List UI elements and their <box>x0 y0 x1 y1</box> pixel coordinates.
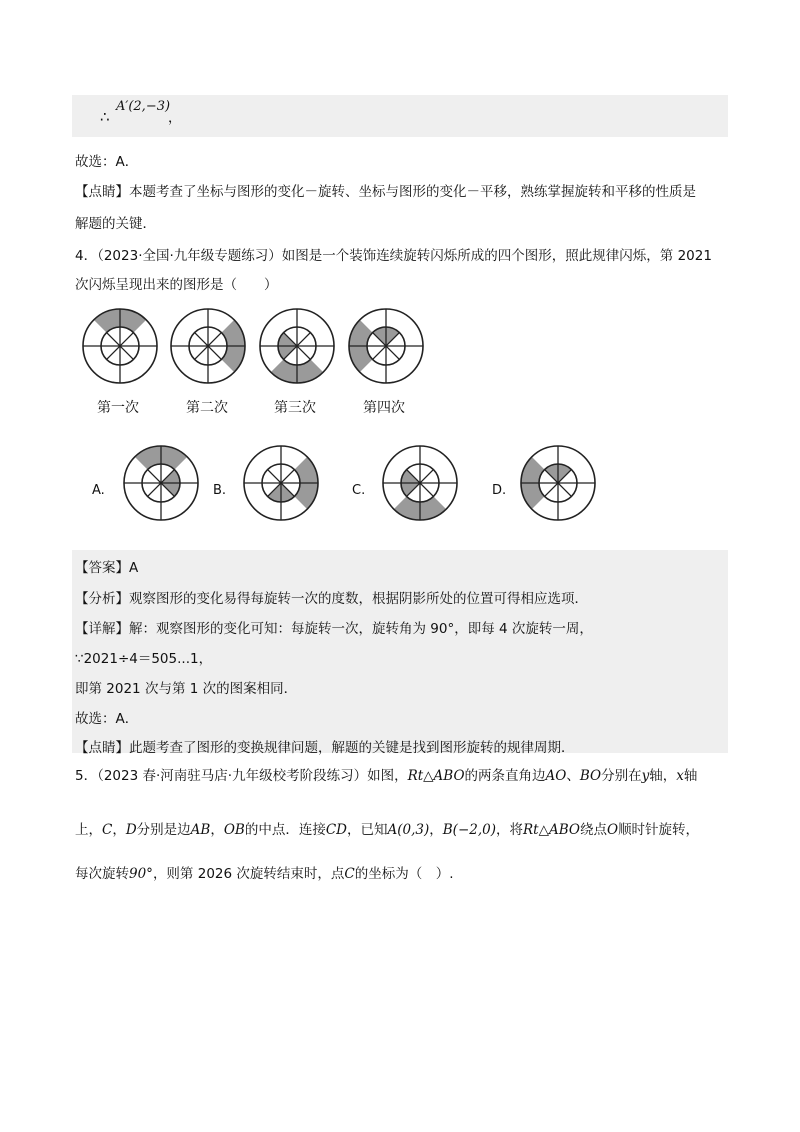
comment-line-2: 解题的关键． <box>75 216 156 232</box>
option-a-figure <box>124 440 198 520</box>
axis-y: y <box>641 768 650 784</box>
q5-text: 5．（2023 春·河南驻马店·九年级校考阶段练习）如图， <box>75 768 408 784</box>
point-d: D <box>125 822 137 838</box>
axis-x: x <box>676 768 684 784</box>
segment-cd: CD <box>325 822 347 838</box>
comment-text: 本题考查了坐标与图形的变化－旋转、坐标与图形的变化－平移，熟练掌握旋转和平移的性质是 <box>129 184 696 200</box>
caption-fourth: 第四次 <box>363 400 405 416</box>
q5-text: 的中点．连接 <box>244 822 326 838</box>
answer-tag: 【答案】 <box>75 560 129 576</box>
answer-line <box>75 556 138 576</box>
comment-tag: 【点睛】 <box>75 184 129 200</box>
answer-comment-tag: 【点睛】 <box>75 740 129 756</box>
q5-text: 、 <box>566 768 580 784</box>
q5-text: ， <box>112 822 126 838</box>
segment-bo: BO <box>579 768 602 784</box>
q5-text: 每次旋转 <box>75 866 129 882</box>
q5-text: 轴 <box>683 768 698 784</box>
q5-text: 的坐标为（ ）. <box>354 866 454 882</box>
segment-ao: AO <box>545 768 567 784</box>
q5-text: 分别是边 <box>136 822 191 838</box>
option-c-label: C. <box>352 483 366 498</box>
option-a-label: A. <box>92 483 105 498</box>
q5-text: 轴， <box>649 768 677 784</box>
rt-triangle-abo-2: Rt△ABO <box>523 822 580 838</box>
comment-line-1 <box>75 180 696 200</box>
detail-tag: 【详解】 <box>75 621 129 637</box>
option-c-figure <box>383 446 457 526</box>
q5-text: 顺时针旋转， <box>618 822 700 838</box>
detail-line <box>75 617 593 637</box>
q4-line-2: 次闪烁呈现出来的图形是（ ） <box>75 277 278 293</box>
point-a-coords: A(0,3) <box>387 822 430 838</box>
point-o: O <box>606 822 619 838</box>
caption-third: 第三次 <box>274 400 316 416</box>
analysis-tag: 【分析】 <box>75 591 129 607</box>
q5-text: ， <box>210 822 224 838</box>
q5-text: ，则第 2026 次旋转结束时，点 <box>152 866 345 882</box>
answer-comment-text: 此题考查了图形的变换规律问题，解题的关键是找到图形旋转的规律周期． <box>129 740 575 756</box>
caption-first: 第一次 <box>97 400 139 416</box>
q5-line-3 <box>75 862 454 882</box>
option-b-figure <box>244 446 333 520</box>
option-figures-row <box>110 440 610 526</box>
option-d-label: D. <box>492 483 507 498</box>
option-b-label: B. <box>213 483 227 498</box>
therefore-symbol: ∴ <box>100 108 110 126</box>
analysis-line <box>75 587 588 607</box>
formula-comma: ， <box>168 110 182 126</box>
option-d-figure <box>506 446 595 520</box>
q4-line-1: 4．（2023·全国·九年级专题练习）如图是一个装饰连续旋转闪烁所成的四个图形，照此规律闪烁，第 2021 <box>75 248 712 264</box>
answer-comment-line <box>75 736 575 756</box>
q5-text: ，将 <box>496 822 524 838</box>
figure-second <box>171 309 260 383</box>
answer-value: A <box>129 560 139 576</box>
q5-text: 分别在 <box>601 768 642 784</box>
calc-line: ∵2021÷4＝505...1， <box>75 651 213 667</box>
q5-text: 上， <box>75 822 102 838</box>
caption-second: 第二次 <box>186 400 228 416</box>
point-c-2: C <box>344 866 355 882</box>
q5-text: 的两条直角边 <box>464 768 546 784</box>
answer-choice-line: 故选：A． <box>75 711 139 727</box>
same-pattern-line: 即第 2021 次与第 1 次的图案相同． <box>75 681 298 697</box>
figure-third <box>260 309 334 390</box>
point-a-prime-formula: A′(2,−3) <box>116 99 171 114</box>
q5-line-1 <box>75 764 697 784</box>
rotation-figures-row <box>76 306 436 390</box>
segment-ob: OB <box>223 822 245 838</box>
rotation-angle: 90° <box>129 866 153 882</box>
point-b-coords: B(−2,0) <box>442 822 497 838</box>
segment-ab: AB <box>190 822 211 838</box>
q5-text: ， <box>429 822 443 838</box>
q5-line-2 <box>75 818 699 838</box>
point-c: C <box>102 822 113 838</box>
choice-line: 故选：A． <box>75 154 139 170</box>
figure-first <box>83 306 157 383</box>
q5-text: ，已知 <box>347 822 388 838</box>
analysis-text: 观察图形的变化易得每旋转一次的度数，根据阴影所处的位置可得相应选项． <box>129 591 588 607</box>
detail-text: 解：观察图形的变化可知：每旋转一次，旋转角为 90°，即每 4 次旋转一周， <box>129 621 593 637</box>
q5-text: 绕点 <box>579 822 607 838</box>
figure-fourth <box>334 309 423 383</box>
rt-triangle-abo: Rt△ABO <box>407 768 465 784</box>
